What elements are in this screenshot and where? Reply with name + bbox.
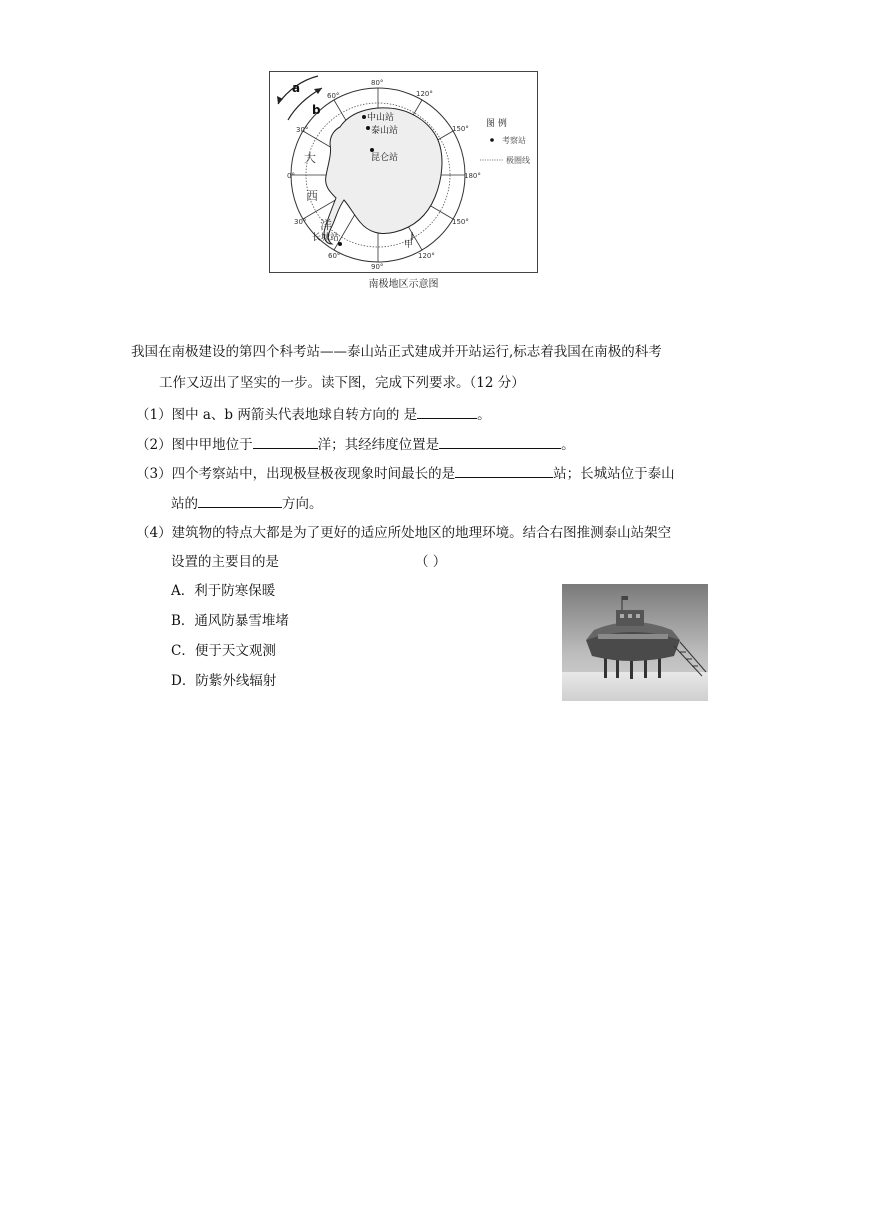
station-changcheng: 长城站 (312, 233, 340, 243)
question-3 (136, 463, 675, 484)
point-jia: 甲 (404, 240, 414, 250)
intro-line-1: 我国在南极建设的第四个科考站——泰山站正式建成并开站运行,标志着我国在南极的科考 (131, 344, 662, 360)
coord-label: 150° (452, 125, 469, 133)
ocean-char: 大 (304, 151, 317, 165)
coord-label: 80° (371, 79, 384, 87)
coord-label: 90° (371, 263, 384, 271)
legend-polar-circle: 极圈线 (506, 156, 530, 165)
q2-ocean-blank[interactable] (253, 434, 318, 449)
q1-text: （1）图中 a、b 两箭头代表地球自转方向的 是 (136, 407, 418, 423)
antarctic-map-figure (269, 71, 538, 291)
option-d[interactable]: D．防紫外线辐射 (171, 673, 277, 689)
q3-text-b: 站；长城站位于泰山 (553, 466, 675, 482)
q3-station-blank[interactable] (455, 463, 553, 478)
ocean-char: 西 (306, 189, 319, 203)
q3-text-a: （3）四个考察站中，出现极昼极夜现象时间最长的是 (136, 466, 456, 482)
q1-end: 。 (477, 407, 491, 423)
q2-text-a: （2）图中甲地位于 (136, 437, 253, 453)
station-zhongshan: 中山站 (367, 113, 395, 123)
question-3-line-2 (171, 493, 323, 514)
station-dot-taishan (366, 126, 370, 130)
map-caption: 南极地区示意图 (368, 279, 439, 290)
arrow-label-b: b (312, 103, 321, 117)
station-dot-kunlun (370, 148, 374, 152)
question-4-line-2: 设置的主要目的是 (171, 554, 279, 570)
coord-label: 60° (327, 92, 340, 100)
q1-blank[interactable] (417, 404, 477, 419)
coord-label: 120° (416, 90, 433, 98)
coord-label: 180° (464, 172, 481, 180)
q3-line2-b: 方向。 (282, 496, 323, 512)
q3-line2-a: 站的 (171, 496, 198, 512)
station-kunlun: 昆仑站 (371, 153, 399, 163)
taishan-station-photo (562, 584, 708, 701)
coord-label: 150° (452, 218, 469, 226)
question-2 (136, 434, 575, 455)
arrow-label-a: a (292, 81, 301, 95)
coord-label: 120° (418, 252, 435, 260)
option-b[interactable]: B．通风防暴雪堆堵 (171, 613, 289, 629)
intro-line-2: 工作又迈出了坚实的一步。读下图，完成下列要求。（12 分） (159, 375, 525, 391)
option-c[interactable]: C．便于天文观测 (171, 643, 276, 659)
legend-station: 考察站 (502, 136, 526, 145)
q2-text-b: 洋；其经纬度位置是 (317, 437, 440, 453)
map-frame (269, 71, 538, 273)
question-4-line-1: （4）建筑物的特点大都是为了更好的适应所处地区的地理环境。结合右图推测泰山站架空 (136, 525, 672, 541)
legend-title: 图 例 (486, 119, 507, 129)
station-taishan: 泰山站 (371, 126, 399, 136)
station-dot-zhongshan (362, 115, 366, 119)
coord-label: 0° (287, 172, 295, 180)
legend-station-dot (490, 138, 494, 142)
coord-label: 30° (296, 126, 309, 134)
ocean-char: 洋 (320, 218, 333, 232)
coord-label: 60° (328, 252, 341, 260)
q2-end: 。 (561, 437, 575, 453)
antarctic-map (270, 72, 537, 272)
answer-parenthesis[interactable]: （ ） (415, 554, 447, 570)
q2-position-blank[interactable] (439, 434, 561, 449)
question-1 (136, 404, 491, 425)
coord-label: 30° (294, 218, 307, 226)
q3-direction-blank[interactable] (198, 493, 282, 508)
option-a[interactable]: A．利于防寒保暖 (171, 583, 276, 599)
